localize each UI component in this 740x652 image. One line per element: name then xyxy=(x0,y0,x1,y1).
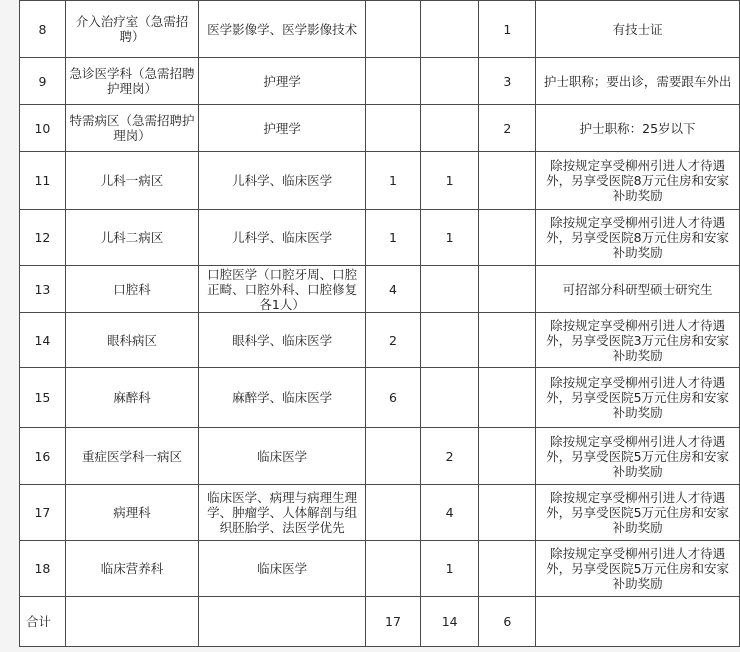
department-cell xyxy=(65,597,198,647)
row-number: 10 xyxy=(20,105,66,152)
note-cell: 护士职称；要出诊，需要跟车外出 xyxy=(536,58,740,105)
note-cell: 除按规定享受柳州引进人才待遇外，另享受医院5万元住房和安家补助奖励 xyxy=(536,368,740,428)
total-label: 合计 xyxy=(20,597,66,647)
major-cell: 医学影像学、医学影像技术 xyxy=(199,1,366,58)
department-cell: 口腔科 xyxy=(65,266,198,313)
major-cell: 眼科学、临床医学 xyxy=(199,313,366,368)
major-cell: 儿科学、临床医学 xyxy=(199,152,366,210)
major-cell: 临床医学 xyxy=(199,428,366,485)
count-col1-cell: 6 xyxy=(366,368,421,428)
count-col3-cell xyxy=(479,368,536,428)
department-cell: 眼科病区 xyxy=(65,313,198,368)
count-col2-cell: 1 xyxy=(420,210,479,266)
count-col3-cell xyxy=(479,152,536,210)
count-col2-cell xyxy=(420,313,479,368)
count-col3-cell xyxy=(479,541,536,597)
table-row xyxy=(20,266,740,313)
note-cell: 护士职称：25岁以下 xyxy=(536,105,740,152)
note-cell xyxy=(536,597,740,647)
row-number: 16 xyxy=(20,428,66,485)
row-number: 11 xyxy=(20,152,66,210)
major-cell: 麻醉学、临床医学 xyxy=(199,368,366,428)
table-row xyxy=(20,485,740,541)
note-cell: 除按规定享受柳州引进人才待遇外，另享受医院8万元住房和安家补助奖励 xyxy=(536,210,740,266)
department-cell: 麻醉科 xyxy=(65,368,198,428)
count-col2-cell: 4 xyxy=(420,485,479,541)
count-col3-cell xyxy=(479,485,536,541)
note-cell: 有技士证 xyxy=(536,1,740,58)
count-col3-cell xyxy=(479,428,536,485)
count-col1-cell xyxy=(366,58,421,105)
major-cell: 临床医学 xyxy=(199,541,366,597)
major-cell xyxy=(199,597,366,647)
table-row xyxy=(20,1,740,58)
note-cell: 可招部分科研型硕士研究生 xyxy=(536,266,740,313)
row-number: 18 xyxy=(20,541,66,597)
department-cell: 临床营养科 xyxy=(65,541,198,597)
department-cell: 重症医学科一病区 xyxy=(65,428,198,485)
table-row xyxy=(20,105,740,152)
row-number: 12 xyxy=(20,210,66,266)
table-row xyxy=(20,152,740,210)
count-col2-cell xyxy=(420,1,479,58)
count-col1-cell xyxy=(366,541,421,597)
count-col1-cell xyxy=(366,428,421,485)
row-number: 8 xyxy=(20,1,66,58)
recruitment-table xyxy=(19,0,740,647)
table-row xyxy=(20,368,740,428)
note-cell: 除按规定享受柳州引进人才待遇外，另享受医院5万元住房和安家补助奖励 xyxy=(536,541,740,597)
count-col2-cell: 2 xyxy=(420,428,479,485)
count-col3-cell: 1 xyxy=(479,1,536,58)
note-cell: 除按规定享受柳州引进人才待遇外，另享受医院5万元住房和安家补助奖励 xyxy=(536,485,740,541)
count-col1-cell xyxy=(366,485,421,541)
table-row xyxy=(20,58,740,105)
row-number: 13 xyxy=(20,266,66,313)
count-col3-cell xyxy=(479,313,536,368)
count-col2-cell xyxy=(420,58,479,105)
department-cell: 特需病区（急需招聘护理岗） xyxy=(65,105,198,152)
count-col1-cell: 1 xyxy=(366,152,421,210)
major-cell: 护理学 xyxy=(199,58,366,105)
table-row xyxy=(20,313,740,368)
major-cell: 口腔医学（口腔牙周、口腔正畸、口腔外科、口腔修复各1人） xyxy=(199,266,366,313)
count-col3-cell xyxy=(479,210,536,266)
count-col3-cell xyxy=(479,266,536,313)
count-col2-cell: 1 xyxy=(420,152,479,210)
row-number: 15 xyxy=(20,368,66,428)
major-cell: 临床医学、病理与病理生理学、肿瘤学、人体解剖与组织胚胎学、法医学优先 xyxy=(199,485,366,541)
total-col1-cell: 17 xyxy=(366,597,421,647)
count-col1-cell: 4 xyxy=(366,266,421,313)
count-col3-cell: 3 xyxy=(479,58,536,105)
note-cell: 除按规定享受柳州引进人才待遇外，另享受医院3万元住房和安家补助奖励 xyxy=(536,313,740,368)
total-col2-cell: 14 xyxy=(420,597,479,647)
note-cell: 除按规定享受柳州引进人才待遇外，另享受医院5万元住房和安家补助奖励 xyxy=(536,428,740,485)
row-number: 17 xyxy=(20,485,66,541)
major-cell: 护理学 xyxy=(199,105,366,152)
count-col2-cell xyxy=(420,368,479,428)
table-row xyxy=(20,210,740,266)
count-col1-cell xyxy=(366,105,421,152)
table-row xyxy=(20,428,740,485)
count-col2-cell xyxy=(420,105,479,152)
count-col2-cell xyxy=(420,266,479,313)
row-number: 14 xyxy=(20,313,66,368)
count-col1-cell: 1 xyxy=(366,210,421,266)
count-col3-cell: 2 xyxy=(479,105,536,152)
total-col3-cell: 6 xyxy=(479,597,536,647)
department-cell: 病理科 xyxy=(65,485,198,541)
total-row xyxy=(20,597,740,647)
table-row xyxy=(20,541,740,597)
major-cell: 儿科学、临床医学 xyxy=(199,210,366,266)
department-cell: 急诊医学科（急需招聘护理岗） xyxy=(65,58,198,105)
department-cell: 儿科一病区 xyxy=(65,152,198,210)
count-col1-cell xyxy=(366,1,421,58)
note-cell: 除按规定享受柳州引进人才待遇外，另享受医院8万元住房和安家补助奖励 xyxy=(536,152,740,210)
department-cell: 儿科二病区 xyxy=(65,210,198,266)
count-col2-cell: 1 xyxy=(420,541,479,597)
table-body xyxy=(20,1,740,647)
count-col1-cell: 2 xyxy=(366,313,421,368)
department-cell: 介入治疗室（急需招聘） xyxy=(65,1,198,58)
row-number: 9 xyxy=(20,58,66,105)
